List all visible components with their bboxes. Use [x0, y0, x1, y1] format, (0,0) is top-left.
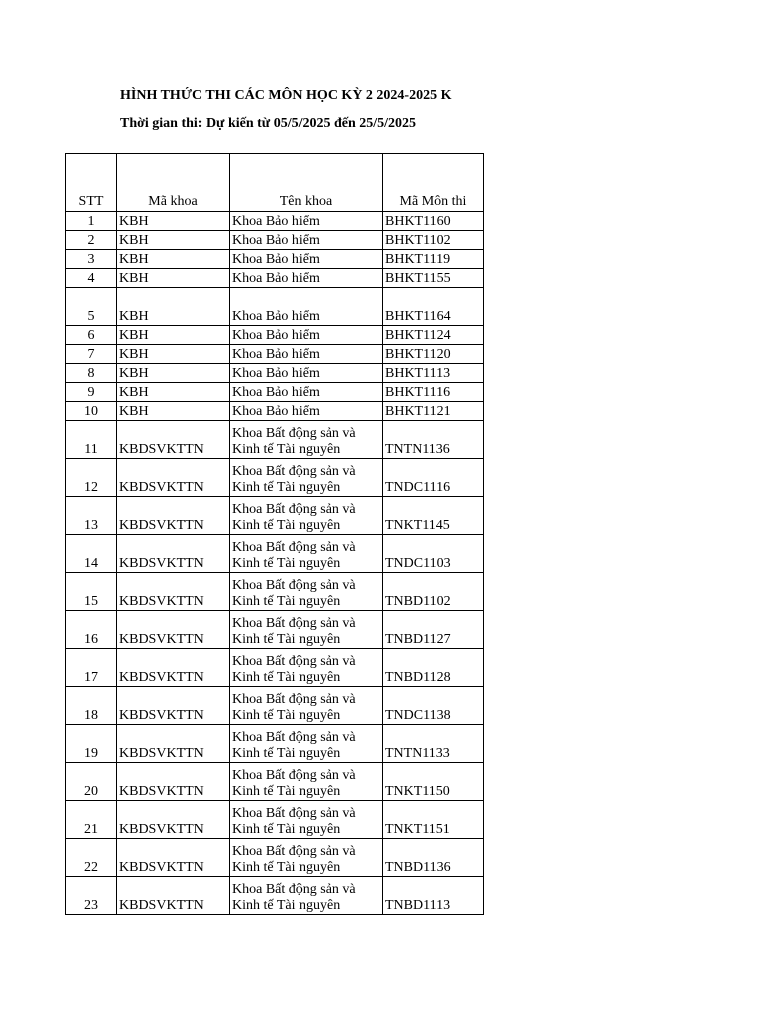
cell-stt: 10	[66, 402, 117, 421]
cell-ma-mon-thi: TNDC1138	[383, 687, 484, 725]
cell-ma-mon-thi: TNTN1136	[383, 421, 484, 459]
cell-ma-mon-thi: TNBD1113	[383, 877, 484, 915]
cell-ten-khoa: Khoa Bất động sản và Kinh tế Tài nguyên	[230, 649, 383, 687]
column-header-ten-khoa: Tên khoa	[230, 154, 383, 212]
cell-stt: 5	[66, 288, 117, 326]
cell-stt: 4	[66, 269, 117, 288]
cell-stt: 13	[66, 497, 117, 535]
cell-ma-mon-thi: BHKT1116	[383, 383, 484, 402]
cell-ten-khoa: Khoa Bảo hiểm	[230, 212, 383, 231]
cell-ma-khoa: KBDSVKTTN	[117, 763, 230, 801]
table-row	[66, 212, 484, 231]
cell-ma-khoa: KBDSVKTTN	[117, 839, 230, 877]
cell-ma-mon-thi: TNKT1145	[383, 497, 484, 535]
table-row	[66, 611, 484, 649]
cell-stt: 6	[66, 326, 117, 345]
table-row	[66, 687, 484, 725]
cell-ma-khoa: KBDSVKTTN	[117, 421, 230, 459]
cell-stt: 9	[66, 383, 117, 402]
cell-stt: 12	[66, 459, 117, 497]
cell-ten-khoa: Khoa Bất động sản và Kinh tế Tài nguyên	[230, 725, 383, 763]
table-row	[66, 250, 484, 269]
cell-stt: 21	[66, 801, 117, 839]
table-row	[66, 649, 484, 687]
cell-ma-mon-thi: BHKT1102	[383, 231, 484, 250]
cell-ma-khoa: KBH	[117, 383, 230, 402]
table-row	[66, 269, 484, 288]
cell-ten-khoa: Khoa Bất động sản và Kinh tế Tài nguyên	[230, 573, 383, 611]
cell-ma-khoa: KBDSVKTTN	[117, 725, 230, 763]
cell-ma-mon-thi: TNBD1102	[383, 573, 484, 611]
table-body	[66, 212, 484, 915]
cell-ma-mon-thi: BHKT1121	[383, 402, 484, 421]
cell-ten-khoa: Khoa Bảo hiểm	[230, 231, 383, 250]
cell-stt: 20	[66, 763, 117, 801]
cell-ten-khoa: Khoa Bảo hiểm	[230, 288, 383, 326]
cell-stt: 2	[66, 231, 117, 250]
cell-ma-khoa: KBH	[117, 269, 230, 288]
cell-ma-khoa: KBDSVKTTN	[117, 687, 230, 725]
cell-ten-khoa: Khoa Bất động sản và Kinh tế Tài nguyên	[230, 421, 383, 459]
cell-ma-mon-thi: TNDC1116	[383, 459, 484, 497]
cell-ma-mon-thi: BHKT1120	[383, 345, 484, 364]
document-title: HÌNH THỨC THI CÁC MÔN HỌC KỲ 2 2024-2025 K	[120, 88, 452, 103]
cell-stt: 16	[66, 611, 117, 649]
cell-ma-mon-thi: TNBD1128	[383, 649, 484, 687]
table-row	[66, 345, 484, 364]
table-row	[66, 877, 484, 915]
cell-ma-mon-thi: TNBD1136	[383, 839, 484, 877]
cell-ma-khoa: KBDSVKTTN	[117, 535, 230, 573]
table-row	[66, 421, 484, 459]
cell-ten-khoa: Khoa Bảo hiểm	[230, 345, 383, 364]
cell-ma-mon-thi: BHKT1113	[383, 364, 484, 383]
cell-ma-khoa: KBH	[117, 402, 230, 421]
cell-ten-khoa: Khoa Bảo hiểm	[230, 269, 383, 288]
exam-table	[65, 153, 484, 915]
column-header-ma-khoa: Mã khoa	[117, 154, 230, 212]
cell-ten-khoa: Khoa Bảo hiểm	[230, 364, 383, 383]
cell-ma-mon-thi: BHKT1160	[383, 212, 484, 231]
cell-ma-mon-thi: TNBD1127	[383, 611, 484, 649]
cell-stt: 7	[66, 345, 117, 364]
cell-stt: 17	[66, 649, 117, 687]
column-header-ma-mon-thi: Mã Môn thi	[383, 154, 484, 212]
cell-ten-khoa: Khoa Bảo hiểm	[230, 250, 383, 269]
cell-ma-khoa: KBH	[117, 345, 230, 364]
exam-period-subtitle: Thời gian thi: Dự kiến từ 05/5/2025 đến 25/5/2025	[120, 116, 417, 131]
cell-stt: 23	[66, 877, 117, 915]
cell-ma-khoa: KBDSVKTTN	[117, 801, 230, 839]
table-row	[66, 402, 484, 421]
cell-ma-mon-thi: BHKT1119	[383, 250, 484, 269]
table-row	[66, 573, 484, 611]
cell-ten-khoa: Khoa Bất động sản và Kinh tế Tài nguyên	[230, 687, 383, 725]
table-row	[66, 763, 484, 801]
cell-ma-khoa: KBH	[117, 288, 230, 326]
cell-ma-khoa: KBDSVKTTN	[117, 611, 230, 649]
cell-ten-khoa: Khoa Bất động sản và Kinh tế Tài nguyên	[230, 611, 383, 649]
cell-ma-khoa: KBH	[117, 326, 230, 345]
table-row	[66, 383, 484, 402]
cell-ma-khoa: KBH	[117, 250, 230, 269]
table-row	[66, 839, 484, 877]
cell-stt: 15	[66, 573, 117, 611]
cell-ten-khoa: Khoa Bảo hiểm	[230, 402, 383, 421]
cell-stt: 1	[66, 212, 117, 231]
cell-stt: 11	[66, 421, 117, 459]
cell-stt: 8	[66, 364, 117, 383]
cell-ma-khoa: KBH	[117, 231, 230, 250]
cell-stt: 19	[66, 725, 117, 763]
cell-ma-khoa: KBDSVKTTN	[117, 649, 230, 687]
cell-ma-khoa: KBDSVKTTN	[117, 497, 230, 535]
cell-ma-khoa: KBH	[117, 364, 230, 383]
cell-ten-khoa: Khoa Bảo hiểm	[230, 326, 383, 345]
table-row	[66, 231, 484, 250]
cell-ten-khoa: Khoa Bất động sản và Kinh tế Tài nguyên	[230, 497, 383, 535]
cell-ten-khoa: Khoa Bất động sản và Kinh tế Tài nguyên	[230, 535, 383, 573]
table-row	[66, 725, 484, 763]
cell-stt: 18	[66, 687, 117, 725]
cell-ma-mon-thi: BHKT1124	[383, 326, 484, 345]
cell-ma-khoa: KBH	[117, 212, 230, 231]
cell-ten-khoa: Khoa Bất động sản và Kinh tế Tài nguyên	[230, 839, 383, 877]
table-row	[66, 459, 484, 497]
cell-ma-mon-thi: TNKT1151	[383, 801, 484, 839]
cell-ten-khoa: Khoa Bất động sản và Kinh tế Tài nguyên	[230, 801, 383, 839]
table-row	[66, 497, 484, 535]
cell-ma-khoa: KBDSVKTTN	[117, 573, 230, 611]
table-row	[66, 288, 484, 326]
column-header-stt: STT	[66, 154, 117, 212]
cell-ten-khoa: Khoa Bất động sản và Kinh tế Tài nguyên	[230, 459, 383, 497]
cell-ten-khoa: Khoa Bất động sản và Kinh tế Tài nguyên	[230, 763, 383, 801]
cell-stt: 3	[66, 250, 117, 269]
cell-ma-mon-thi: TNKT1150	[383, 763, 484, 801]
cell-stt: 22	[66, 839, 117, 877]
cell-ten-khoa: Khoa Bảo hiểm	[230, 383, 383, 402]
cell-ma-khoa: KBDSVKTTN	[117, 459, 230, 497]
cell-ma-mon-thi: TNTN1133	[383, 725, 484, 763]
cell-ma-mon-thi: TNDC1103	[383, 535, 484, 573]
cell-ma-khoa: KBDSVKTTN	[117, 877, 230, 915]
cell-ten-khoa: Khoa Bất động sản và Kinh tế Tài nguyên	[230, 877, 383, 915]
cell-stt: 14	[66, 535, 117, 573]
table-row	[66, 364, 484, 383]
table-row	[66, 326, 484, 345]
table-row	[66, 801, 484, 839]
table-row	[66, 535, 484, 573]
cell-ma-mon-thi: BHKT1155	[383, 269, 484, 288]
table-header-row	[66, 154, 484, 212]
cell-ma-mon-thi: BHKT1164	[383, 288, 484, 326]
